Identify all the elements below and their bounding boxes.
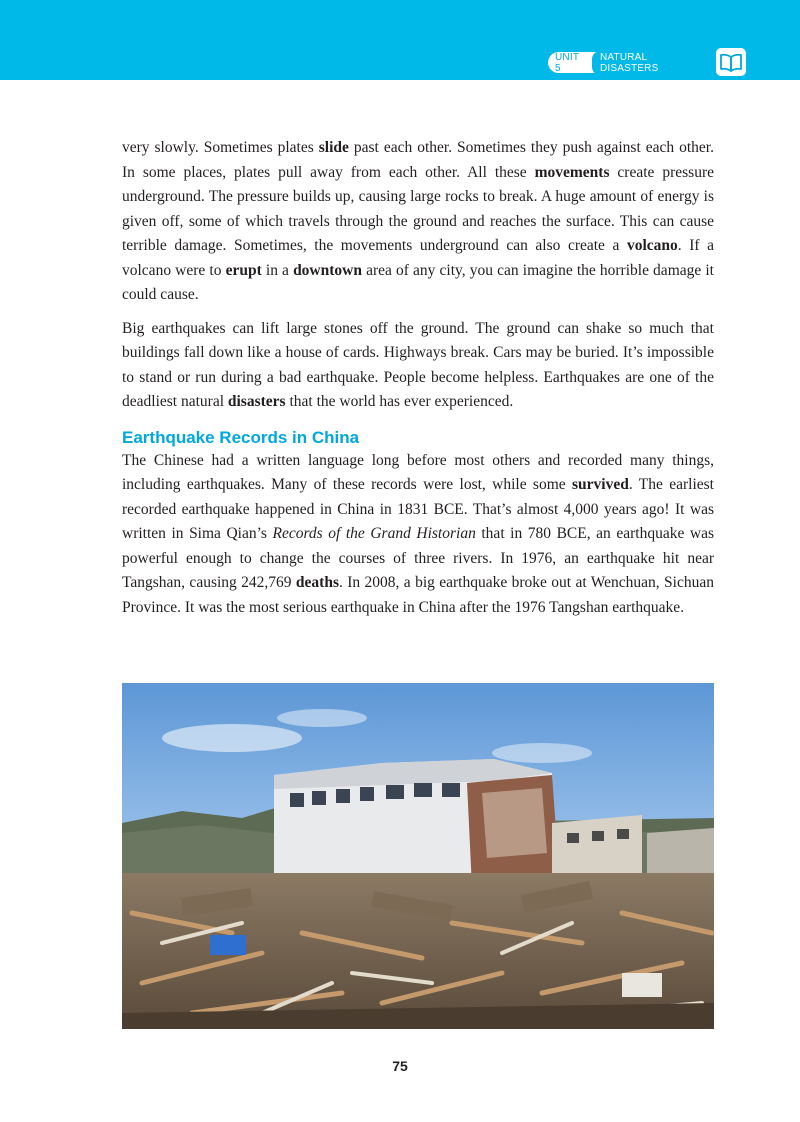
paragraph-records: The Chinese had a written language long before most others and recorded many things, including earthquakes. Many of these records were lost, while some survived. The earliest recorded earthquake happened in China in 1831 BCE. That’s almost 4,000 years ago! It was written in Sima Qian’s Records of the Grand Historian that in 780 BCE, an earthquake was powerful enough to change the courses of three rivers. In 1976, an earthquake hit near Tangshan, causing 242,769 deaths. In 2008, a big earthquake broke out at Wenchuan, Sichuan Province. It was the most serious earthquake in China after the 1976 Tangshan earthquake. bbox=[122, 451, 714, 616]
earthquake-damage-photo bbox=[122, 683, 714, 1029]
page-number: 75 bbox=[392, 1058, 408, 1074]
paragraph-plates: very slowly. Sometimes plates slide past each other. Sometimes they push against each other. In some places, plates pull away from each other. All these movements create pressure underground. The pressure builds up, causing large rocks to break. A huge amount of energy is given off, some of which travels through the ground and reaches the surface. This can cause terrible damage. Sometimes, the movements underground can also create a volcano. If a volcano were to erupt in a downtown area of any city, you can imagine the horrible damage it could cause. bbox=[122, 139, 715, 303]
article-content bbox=[122, 136, 714, 620]
unit-tag bbox=[548, 52, 714, 73]
paragraph-big-earthquakes: Big earthquakes can lift large stones off the ground. The ground can shake so much that buildings fall down like a house of cards. Highways break. Cars may be buried. It’s impossible to stand or run during a bad earthquake. People become helpless. Earthquakes are one of the deadliest natural disasters that the world has ever experienced. bbox=[122, 319, 714, 410]
unit-title: NATURAL DISASTERS bbox=[592, 51, 714, 75]
open-book-icon bbox=[716, 48, 746, 76]
section-heading: Earthquake Records in China bbox=[122, 427, 360, 447]
unit-label: UNIT 5 bbox=[555, 51, 579, 74]
